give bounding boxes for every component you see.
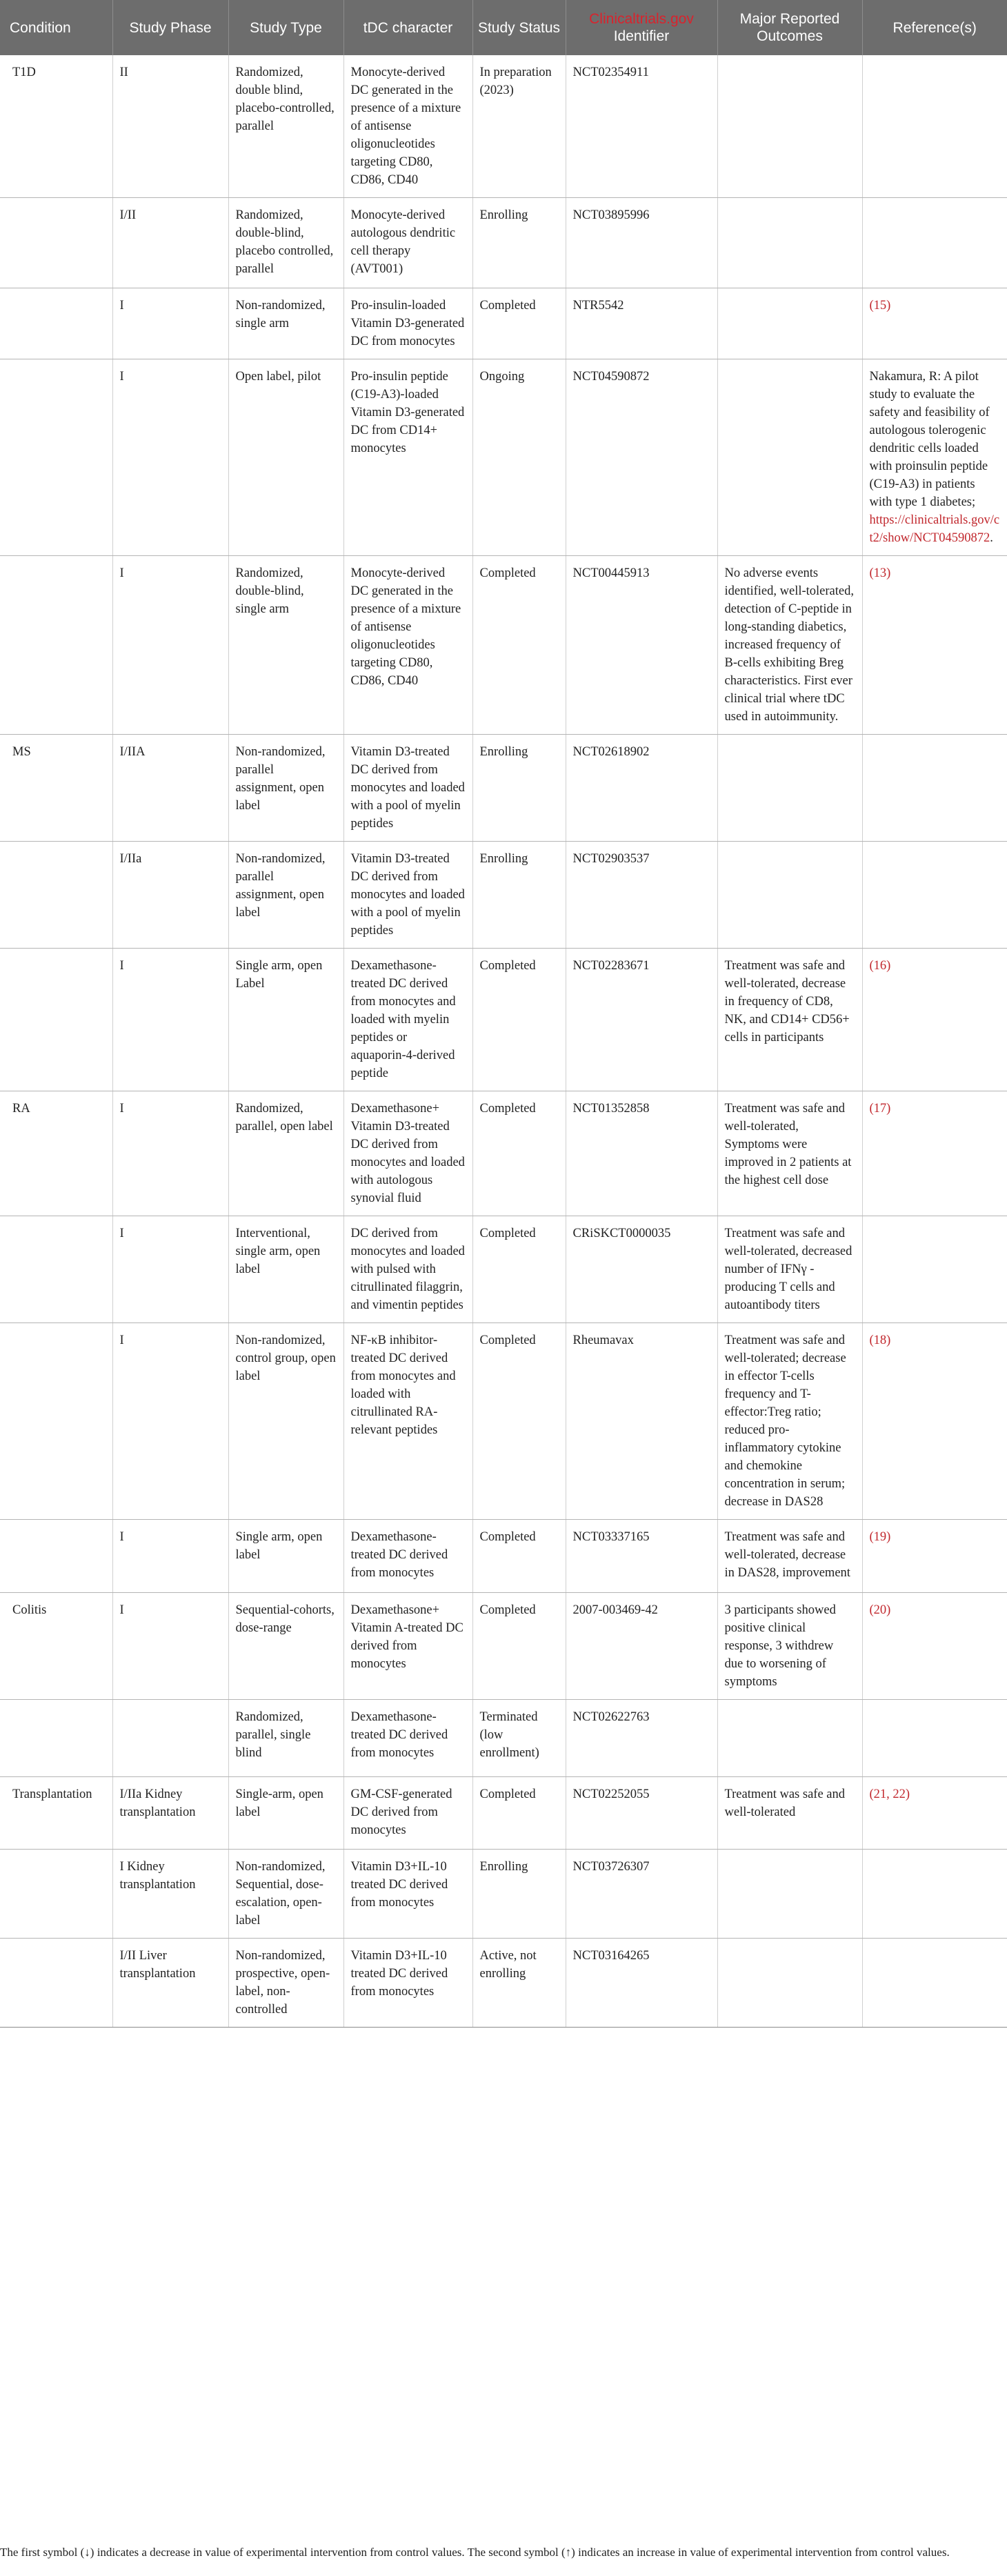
- cell-study-status: Completed: [472, 1323, 566, 1520]
- cell-condition: [0, 1216, 112, 1323]
- cell-condition: T1D: [0, 55, 112, 198]
- cell-study-status: Enrolling: [472, 1850, 566, 1939]
- cell-identifier: NCT02283671: [566, 949, 717, 1091]
- cell-study-type: Randomized, parallel, open label: [228, 1091, 343, 1216]
- cell-study-status: Completed: [472, 1593, 566, 1700]
- cell-study-phase: I/II: [112, 198, 228, 288]
- cell-tdc-character: Dexamethasone-treated DC derived from monocytes and loaded with myelin peptides or aquaporin-4-derived peptide: [343, 949, 472, 1091]
- cell-references: [862, 55, 1007, 198]
- cell-study-status: Active, not enrolling: [472, 1939, 566, 2028]
- cell-study-type: Non-randomized, prospective, open-label, non-controlled: [228, 1939, 343, 2028]
- cell-study-status: Ongoing: [472, 359, 566, 556]
- cell-study-phase: I: [112, 1216, 228, 1323]
- cell-references: [862, 1593, 1007, 1700]
- cell-tdc-character: Monocyte-derived DC generated in the presence of a mixture of antisense oligonucleotides targeting CD80, CD86, CD40: [343, 55, 472, 198]
- table-row: [0, 1700, 1007, 1777]
- cell-references: [862, 735, 1007, 842]
- cell-identifier: Rheumavax: [566, 1323, 717, 1520]
- reference-link[interactable]: https://clinicaltrials.gov/ct2/show/NCT04590872: [869, 513, 1000, 545]
- cell-identifier: CRiSKCT0000035: [566, 1216, 717, 1323]
- cell-condition: Colitis: [0, 1593, 112, 1700]
- cell-identifier: NCT03337165: [566, 1520, 717, 1593]
- cell-study-phase: I: [112, 1091, 228, 1216]
- cell-references: [862, 1939, 1007, 2028]
- cell-identifier: NCT02618902: [566, 735, 717, 842]
- cell-study-status: Enrolling: [472, 198, 566, 288]
- table-row: [0, 1593, 1007, 1700]
- table-row: [0, 1323, 1007, 1520]
- cell-outcomes: [717, 198, 862, 288]
- cell-study-status: Enrolling: [472, 735, 566, 842]
- cell-references: [862, 842, 1007, 949]
- cell-study-phase: [112, 1700, 228, 1777]
- cell-study-phase: I/IIA: [112, 735, 228, 842]
- cell-outcomes: [717, 288, 862, 359]
- cell-outcomes: [717, 735, 862, 842]
- reference-citation[interactable]: (18): [869, 1334, 891, 1347]
- clinicaltrials-link[interactable]: Clinicaltrials.gov: [589, 11, 694, 27]
- cell-references: [862, 1520, 1007, 1593]
- table-row: [0, 1939, 1007, 2028]
- cell-outcomes: No adverse events identified, well-tolerated, detection of C-peptide in long-standing diabetics, increased frequency of B-cells exhibiting Breg characteristics. First ever clinical trial where tDC used in autoimmunity.: [717, 556, 862, 735]
- table-row: [0, 288, 1007, 359]
- cell-tdc-character: GM-CSF-generated DC derived from monocytes: [343, 1777, 472, 1850]
- cell-study-status: Enrolling: [472, 842, 566, 949]
- cell-study-phase: II: [112, 55, 228, 198]
- cell-study-type: Non-randomized, control group, open label: [228, 1323, 343, 1520]
- cell-study-status: Completed: [472, 288, 566, 359]
- cell-identifier: 2007-003469-42: [566, 1593, 717, 1700]
- cell-study-type: Single arm, open Label: [228, 949, 343, 1091]
- header-tdc-character: tDC character: [343, 0, 472, 55]
- cell-outcomes: [717, 1850, 862, 1939]
- cell-identifier: NCT01352858: [566, 1091, 717, 1216]
- cell-identifier: NCT04590872: [566, 359, 717, 556]
- cell-references: [862, 1323, 1007, 1520]
- cell-identifier: NCT02622763: [566, 1700, 717, 1777]
- cell-references: [862, 1700, 1007, 1777]
- cell-tdc-character: Vitamin D3-treated DC derived from monocytes and loaded with a pool of myelin peptides: [343, 842, 472, 949]
- cell-condition: [0, 1520, 112, 1593]
- table-row: [0, 1850, 1007, 1939]
- cell-study-phase: I: [112, 359, 228, 556]
- cell-study-phase: I: [112, 288, 228, 359]
- cell-study-type: Randomized, parallel, single blind: [228, 1700, 343, 1777]
- cell-references: [862, 1091, 1007, 1216]
- cell-identifier: NTR5542: [566, 288, 717, 359]
- cell-identifier: NCT02252055: [566, 1777, 717, 1850]
- cell-condition: [0, 288, 112, 359]
- cell-study-status: Completed: [472, 1777, 566, 1850]
- header-condition: Condition: [0, 0, 112, 55]
- cell-condition: [0, 556, 112, 735]
- table-row: [0, 842, 1007, 949]
- cell-references: [862, 198, 1007, 288]
- cell-tdc-character: Pro-insulin peptide (C19-A3)-loaded Vitamin D3-generated DC from CD14+ monocytes: [343, 359, 472, 556]
- cell-study-status: Completed: [472, 1216, 566, 1323]
- cell-study-type: Non-randomized, parallel assignment, open label: [228, 735, 343, 842]
- cell-study-type: Single-arm, open label: [228, 1777, 343, 1850]
- cell-study-status: Completed: [472, 556, 566, 735]
- cell-study-phase: I: [112, 1323, 228, 1520]
- cell-tdc-character: Dexamethasone+ Vitamin D3-treated DC derived from monocytes and loaded with autologous synovial fluid: [343, 1091, 472, 1216]
- cell-study-phase: I: [112, 1520, 228, 1593]
- table-header: [0, 0, 1007, 55]
- cell-outcomes: 3 participants showed positive clinical response, 3 withdrew due to worsening of symptoms: [717, 1593, 862, 1700]
- reference-text: Nakamura, R: A pilot study to evaluate the safety and feasibility of autologous tolerogenic dendritic cells loaded with proinsulin peptide (C19-A3) in patients with type 1 diabetes;: [869, 370, 990, 509]
- table-row: [0, 949, 1007, 1091]
- reference-citation[interactable]: (16): [869, 959, 891, 973]
- cell-condition: [0, 1700, 112, 1777]
- cell-study-status: In preparation (2023): [472, 55, 566, 198]
- table-row: [0, 735, 1007, 842]
- cell-study-status: Completed: [472, 1520, 566, 1593]
- table-row: [0, 556, 1007, 735]
- header-study-phase: Study Phase: [112, 0, 228, 55]
- header-outcomes: Major Reported Outcomes: [717, 0, 862, 55]
- cell-tdc-character: Vitamin D3-treated DC derived from monocytes and loaded with a pool of myelin peptides: [343, 735, 472, 842]
- cell-condition: [0, 1850, 112, 1939]
- reference-citation[interactable]: (17): [869, 1102, 891, 1116]
- cell-identifier: NCT03895996: [566, 198, 717, 288]
- cell-identifier: NCT02903537: [566, 842, 717, 949]
- cell-outcomes: Treatment was safe and well-tolerated, decreased number of IFNγ - producing T cells and autoantibody titers: [717, 1216, 862, 1323]
- cell-study-type: Randomized, double-blind, single arm: [228, 556, 343, 735]
- reference-citation[interactable]: (21, 22): [869, 1787, 910, 1801]
- cell-tdc-character: DC derived from monocytes and loaded with pulsed with citrullinated filaggrin, and vimentin peptides: [343, 1216, 472, 1323]
- cell-outcomes: [717, 842, 862, 949]
- cell-tdc-character: NF-κB inhibitor-treated DC derived from monocytes and loaded with citrullinated RA-relevant peptides: [343, 1323, 472, 1520]
- cell-references: [862, 1777, 1007, 1850]
- cell-condition: Transplantation: [0, 1777, 112, 1850]
- cell-tdc-character: Monocyte-derived DC generated in the presence of a mixture of antisense oligonucleotides targeting CD80, CD86, CD40: [343, 556, 472, 735]
- cell-tdc-character: Vitamin D3+IL-10 treated DC derived from monocytes: [343, 1850, 472, 1939]
- cell-outcomes: Treatment was safe and well-tolerated: [717, 1777, 862, 1850]
- cell-outcomes: [717, 55, 862, 198]
- cell-study-phase: I Kidney transplantation: [112, 1850, 228, 1939]
- cell-study-phase: I: [112, 1593, 228, 1700]
- reference-citation[interactable]: (13): [869, 566, 891, 580]
- cell-study-phase: I/II Liver transplantation: [112, 1939, 228, 2028]
- header-study-status: Study Status: [472, 0, 566, 55]
- cell-condition: MS: [0, 735, 112, 842]
- cell-study-type: Interventional, single arm, open label: [228, 1216, 343, 1323]
- cell-study-type: Randomized, double-blind, placebo controlled, parallel: [228, 198, 343, 288]
- cell-study-status: Terminated (low enrollment): [472, 1700, 566, 1777]
- cell-identifier: NCT02354911: [566, 55, 717, 198]
- cell-outcomes: Treatment was safe and well-tolerated, Symptoms were improved in 2 patients at the highest cell dose: [717, 1091, 862, 1216]
- reference-citation[interactable]: (15): [869, 299, 891, 313]
- cell-outcomes: Treatment was safe and well-tolerated, decrease in frequency of CD8, NK, and CD14+ CD56+ cells in participants: [717, 949, 862, 1091]
- cell-study-phase: I: [112, 556, 228, 735]
- cell-study-status: Completed: [472, 949, 566, 1091]
- reference-end: .: [990, 531, 993, 545]
- cell-outcomes: [717, 359, 862, 556]
- cell-condition: [0, 359, 112, 556]
- cell-references: [862, 556, 1007, 735]
- cell-study-type: Sequential-cohorts, dose-range: [228, 1593, 343, 1700]
- cell-identifier: NCT00445913: [566, 556, 717, 735]
- cell-tdc-character: Vitamin D3+IL-10 treated DC derived from monocytes: [343, 1939, 472, 2028]
- cell-study-type: Single arm, open label: [228, 1520, 343, 1593]
- cell-references: [862, 949, 1007, 1091]
- table-row: [0, 359, 1007, 556]
- table-row: [0, 1520, 1007, 1593]
- table-row: [0, 1777, 1007, 1850]
- cell-condition: [0, 842, 112, 949]
- table-row: [0, 1216, 1007, 1323]
- table-body: [0, 55, 1007, 2028]
- cell-study-type: Non-randomized, Sequential, dose-escalation, open-label: [228, 1850, 343, 1939]
- cell-references: [862, 1216, 1007, 1323]
- cell-condition: [0, 1939, 112, 2028]
- cell-tdc-character: Monocyte-derived autologous dendritic cell therapy (AVT001): [343, 198, 472, 288]
- cell-study-phase: I: [112, 949, 228, 1091]
- header-references: Reference(s): [862, 0, 1007, 55]
- header-study-type: Study Type: [228, 0, 343, 55]
- reference-citation[interactable]: (20): [869, 1603, 891, 1617]
- cell-condition: RA: [0, 1091, 112, 1216]
- cell-condition: [0, 198, 112, 288]
- cell-references: [862, 288, 1007, 359]
- header-identifier: [566, 0, 717, 55]
- cell-references: [862, 1850, 1007, 1939]
- table-footnote: The first symbol (↓) indicates a decrease in value of experimental intervention from control values. The second symbol (↑) indicates an increase in value of experimental intervention from control values.: [0, 2546, 950, 2559]
- cell-tdc-character: Pro-insulin-loaded Vitamin D3-generated DC from monocytes: [343, 288, 472, 359]
- cell-condition: [0, 949, 112, 1091]
- table-row: [0, 1091, 1007, 1216]
- cell-outcomes: [717, 1700, 862, 1777]
- cell-condition: [0, 1323, 112, 1520]
- cell-outcomes: [717, 1939, 862, 2028]
- cell-study-type: Non-randomized, parallel assignment, open label: [228, 842, 343, 949]
- cell-identifier: NCT03726307: [566, 1850, 717, 1939]
- cell-tdc-character: Dexamethasone-treated DC derived from monocytes: [343, 1700, 472, 1777]
- reference-citation[interactable]: (19): [869, 1530, 891, 1544]
- cell-study-type: Open label, pilot: [228, 359, 343, 556]
- cell-references: [862, 359, 1007, 556]
- table-row: [0, 55, 1007, 198]
- cell-study-phase: I/IIa: [112, 842, 228, 949]
- cell-study-type: Randomized, double blind, placebo-controlled, parallel: [228, 55, 343, 198]
- cell-study-status: Completed: [472, 1091, 566, 1216]
- header-identifier-label: Identifier: [613, 28, 670, 44]
- table-row: [0, 198, 1007, 288]
- cell-identifier: NCT03164265: [566, 1939, 717, 2028]
- cell-tdc-character: Dexamethasone+ Vitamin A-treated DC derived from monocytes: [343, 1593, 472, 1700]
- cell-study-type: Non-randomized, single arm: [228, 288, 343, 359]
- cell-outcomes: Treatment was safe and well-tolerated; decrease in effector T-cells frequency and T-effector:Treg ratio; reduced pro-inflammatory cytokine and chemokine concentration in serum; decrease in DAS28: [717, 1323, 862, 1520]
- cell-study-phase: I/IIa Kidney transplantation: [112, 1777, 228, 1850]
- cell-outcomes: Treatment was safe and well-tolerated, decrease in DAS28, improvement: [717, 1520, 862, 1593]
- cell-tdc-character: Dexamethasone-treated DC derived from monocytes: [343, 1520, 472, 1593]
